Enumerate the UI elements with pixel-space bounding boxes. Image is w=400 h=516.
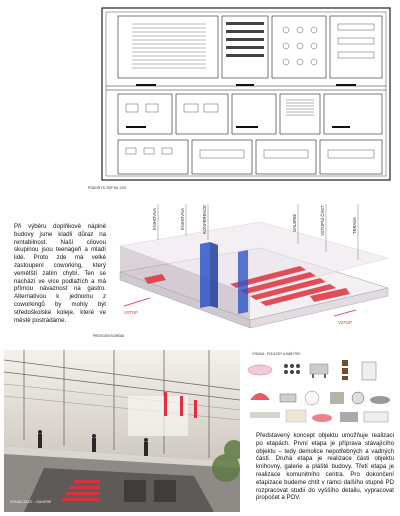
entrance-left-label: VSTUP (124, 310, 138, 315)
axo-label-5: VSTUPNÍ ČÁST (320, 205, 325, 236)
furniture-title: VÝBAVA - POHLEDY A NÁBYTEK (252, 352, 301, 356)
furniture-gallery (246, 356, 394, 430)
closing-paragraph: Představený koncept objektu umožňuje realizaci po etapách. První etapa je příprava stávajícího objektu – tedy demolice nepotřebných a vadných částí. Druhá etapa je realizace části objektu knihovny, galerie a pláště budovy. Třetí etapa je realizace komunitního centra. Pro dokončení etapizace budeme chtít v rámci dalšího stupně PD rozpracovat studii do vyššího detailu, vypracovat propočet a POV. (256, 432, 394, 502)
entrance-right-label: VSTUP (338, 320, 352, 325)
axo-label-6: TERASA (352, 217, 357, 234)
axo-label-3: KONFERENCE (202, 204, 207, 234)
axo-label-1: KNIHOVNA (152, 208, 157, 230)
axo-label-4: GALERIE (292, 213, 297, 232)
scheme-caption: PROVOZNÍ SCHÉMA (93, 334, 125, 338)
intro-paragraph: Při výběru doplňkové náplně budovy jsme kladli důraz na rentabilnost. Naší cílovou skupinou jsou teenageři a mladí lidé. Proto zde má velké zastoupení coworking, který vemětští zatím chybí. Ten se nachází ve více podlažích a má přímou návaznost na gastro. Alternativou k jednomu z coworkingů by mohly být středoškolské koleje, které ve městě postrádáme. (14, 223, 106, 324)
axo-label-2: KNIHOVNA (180, 208, 185, 230)
furniture-row-1 (248, 360, 376, 380)
plan-caption: PŮDORYS 2NP M1:200 (88, 186, 126, 190)
visualization-caption: VIZUALIZACE - GALERIE (10, 500, 52, 504)
furniture-row-2 (250, 391, 390, 405)
operational-scheme (110, 200, 396, 350)
floor-plan (96, 0, 396, 188)
gallery-visualization (4, 350, 240, 512)
furniture-row-3 (250, 410, 388, 422)
